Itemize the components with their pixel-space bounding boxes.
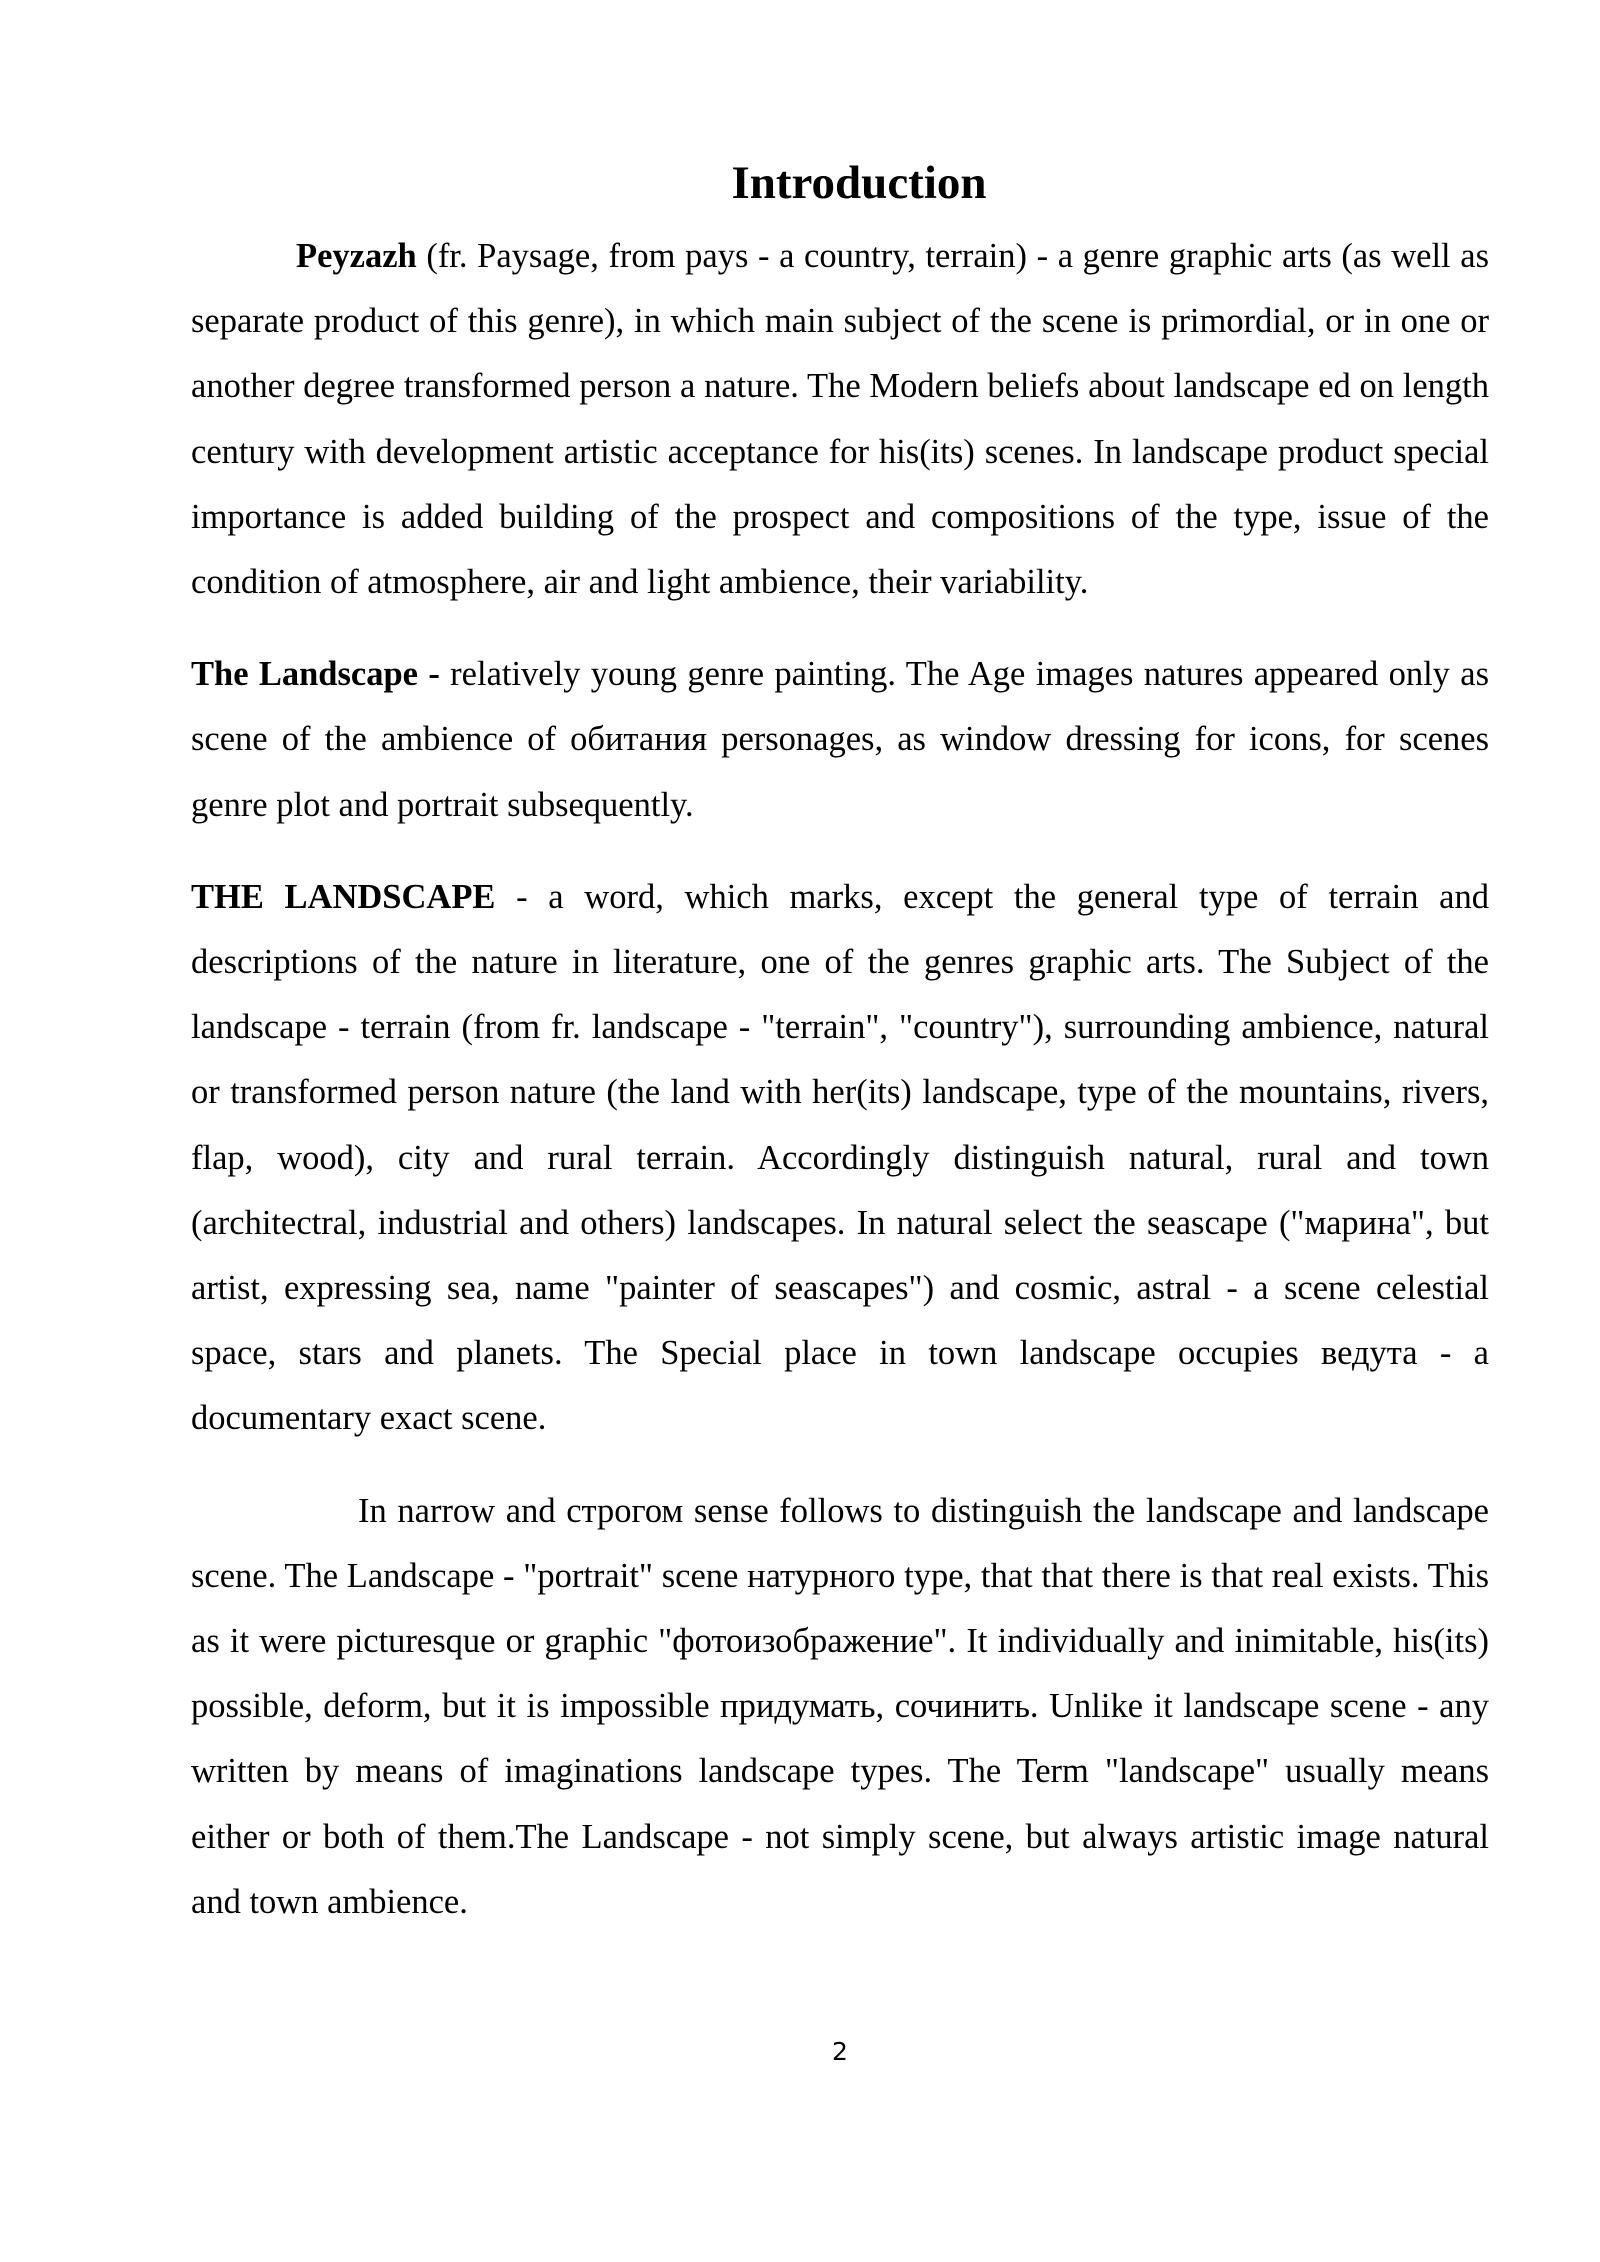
paragraph-peyzazh-text: (fr. Paysage, from pays - a country, terrain) - a genre graphic arts (as well as separate product of this genre), in which main subject of the scene is primordial, or in one or another degree transformed person a nature. The Modern beliefs about landscape ed on length century with development artistic acceptance for his(its) scenes. In landscape product special importance is added building of the prospect and compositions of the type, issue of the condition of atmosphere, air and light ambience, their variability. [191, 237, 1489, 602]
page-number: 2 [832, 2037, 848, 2066]
term-the-landscape: The Landscape - [191, 655, 440, 694]
paragraph-landscape-definition [191, 865, 1489, 1452]
paragraph-narrow-sense [191, 1479, 1489, 1935]
term-landscape-uppercase: THE LANDSCAPE [191, 877, 496, 916]
paragraph-the-landscape [191, 642, 1489, 838]
paragraph-landscape-definition-text: - a word, which marks, except the general type of terrain and descriptions of the nature in literature, one of the genres graphic arts. The Subject of the landscape - terrain (from fr. landscape - "terrain", "country"), surrounding ambience, natural or transformed person nature (the land with her(its) landscape, type of the mountains, rivers, flap, wood), city and rural terrain. Accordingly distinguish natural, rural and town (architectral, industrial and others) landscapes. In natural select the seascape ("марина", but artist, expressing sea, name "painter of seascapes") and cosmic, astral - a scene celestial space, stars and planets. The Special place in town landscape occupies ведута - a documentary exact scene. [191, 877, 1489, 1438]
page-content [191, 150, 1489, 1935]
paragraph-peyzazh [191, 224, 1489, 615]
paragraph-narrow-sense-text: In narrow and строгом sense follows to distinguish the landscape and landscape scene. The Landscape - "portrait" scene натурного type, that that there is that real exists. This as it were picturesque or graphic "фотоизображение". It individually and inimitable, his(its) possible, deform, but it is impossible придумать, сочинить. Unlike it landscape scene - any written by means of imaginations landscape types. The Term "landscape" usually means either or both of them.The Landscape - not simply scene, but always artistic image natural and town ambience. [191, 1491, 1489, 1921]
term-peyzazh: Peyzazh [296, 237, 417, 275]
page-title: Introduction [731, 157, 987, 209]
paragraph-the-landscape-text: relatively young genre painting. The Age images natures appeared only as scene of the ambience of обитания personages, as window dressing for icons, for scenes genre plot and portrait subsequently. [191, 655, 1489, 824]
